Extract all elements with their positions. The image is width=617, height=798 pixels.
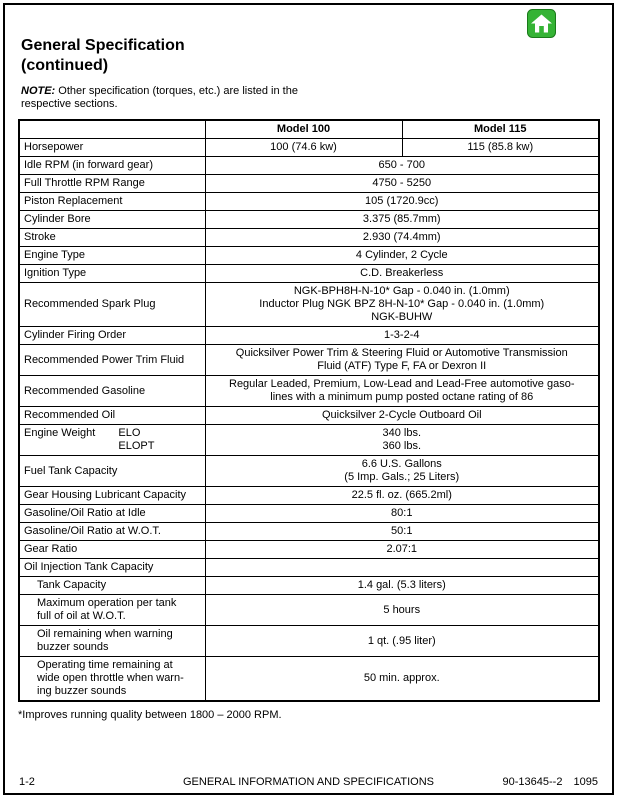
page-footer: [19, 776, 598, 789]
page-title: [21, 36, 600, 76]
spec-row: [19, 559, 599, 577]
spec-row: [19, 247, 599, 265]
value-line: NGK-BPH8H-N-10* Gap - 0.040 in. (1.0mm): [293, 285, 510, 297]
spec-value-cell: [205, 456, 599, 487]
spec-row: [19, 283, 599, 327]
spec-value-cell: [205, 327, 599, 345]
label-line: Maximum operation per tank: [37, 597, 177, 609]
spec-row: [19, 229, 599, 247]
label-with-sublabels: [24, 427, 201, 453]
home-button[interactable]: [527, 9, 556, 38]
spec-label-cell: [19, 456, 205, 487]
spec-value-cell: [205, 211, 599, 229]
footer-page-number: 1-2: [19, 776, 35, 788]
spec-row: [19, 193, 599, 211]
spec-label-cell: [19, 193, 205, 211]
spec-value-cell: [205, 595, 599, 626]
value-line: 2.930 (74.4mm): [362, 231, 441, 243]
spec-row: [19, 657, 599, 702]
label-line: Gasoline/Oil Ratio at Idle: [24, 507, 146, 519]
spec-row: [19, 456, 599, 487]
value-line: (5 Imp. Gals.; 25 Liters): [344, 471, 460, 483]
spec-row: [19, 541, 599, 559]
label-line: Recommended Gasoline: [24, 384, 146, 397]
spec-value-cell: [205, 193, 599, 211]
spec-row: [19, 505, 599, 523]
spec-label-cell: [19, 211, 205, 229]
value-line: NGK-BUHW: [371, 311, 433, 323]
spec-row: [19, 139, 599, 157]
label-line: Gasoline/Oil Ratio at W.O.T.: [24, 525, 161, 537]
spec-row: [19, 327, 599, 345]
spec-label-cell: [19, 157, 205, 175]
spec-value-cell: [205, 376, 599, 407]
footnote: *Improves running quality between 1800 – 2000 RPM.: [18, 709, 282, 721]
spec-table: [18, 119, 600, 702]
value-line: 3.375 (85.7mm): [362, 213, 441, 225]
label-line: Gear Housing Lubricant Capacity: [24, 489, 187, 501]
spec-value-cell: [205, 229, 599, 247]
note-label: NOTE:: [21, 85, 56, 97]
label-line: Gear Ratio: [24, 543, 78, 555]
spec-table-body: [19, 139, 599, 702]
spec-value-cell: [205, 175, 599, 193]
label-line: Oil Injection Tank Capacity: [24, 561, 154, 573]
spec-value-cell: [205, 283, 599, 327]
home-icon: [527, 9, 556, 38]
label-line: Recommended Oil: [24, 409, 116, 421]
spec-value-cell: 100 (74.6 kw): [205, 139, 402, 157]
spec-label-cell: [19, 541, 205, 559]
value-line: 340 lbs.: [382, 427, 422, 439]
footer-section-title: GENERAL INFORMATION AND SPECIFICATIONS: [183, 776, 434, 788]
value-line: 360 lbs.: [382, 440, 422, 452]
header-cell-model-115: Model 115: [402, 120, 599, 139]
sublabel: ELO: [118, 427, 141, 439]
spec-row: [19, 487, 599, 505]
value-line: 650 - 700: [378, 159, 425, 171]
label-line: Horsepower: [24, 141, 84, 153]
value-line: Quicksilver Power Trim & Steering Fluid or Automotive Transmission: [235, 347, 568, 359]
value-line: 1 qt. (.95 liter): [367, 634, 436, 647]
spec-row: [19, 626, 599, 657]
spec-value-cell: [205, 247, 599, 265]
label-line: Idle RPM (in forward gear): [24, 159, 153, 171]
label-line: wide open throttle when warn-: [37, 672, 184, 684]
spec-row: [19, 157, 599, 175]
value-line: 50:1: [391, 525, 413, 537]
spec-value-cell: [205, 559, 599, 577]
spec-label-cell: [19, 265, 205, 283]
spec-value-cell: [205, 407, 599, 425]
spec-label-cell: [19, 229, 205, 247]
value-line: 5 hours: [383, 603, 421, 616]
spec-label-cell: [19, 595, 205, 626]
manual-page: [3, 3, 614, 795]
spec-label-cell: [19, 139, 205, 157]
spec-value-cell: [205, 523, 599, 541]
label-line: Fuel Tank Capacity: [24, 464, 118, 477]
label-line: Recommended Power Trim Fluid: [24, 353, 185, 366]
value-line: 4750 - 5250: [372, 177, 432, 189]
label-line: Ignition Type: [24, 267, 87, 279]
footer-doc-id: [434, 776, 598, 789]
header-cell-model-100: Model 100: [205, 120, 402, 139]
spec-row: [19, 407, 599, 425]
spec-label-cell: [19, 523, 205, 541]
spec-label-cell: [19, 487, 205, 505]
spec-row: [19, 595, 599, 626]
label-line: Operating time remaining at: [37, 659, 173, 671]
spec-value-cell: [205, 345, 599, 376]
value-line: 80:1: [391, 507, 413, 519]
sublabel: ELOPT: [118, 440, 155, 452]
spec-value-cell: [205, 265, 599, 283]
page-title-line2: (continued): [21, 57, 109, 74]
note: [21, 85, 321, 111]
spec-value-cell: [205, 505, 599, 523]
spec-value-cell: [205, 626, 599, 657]
label-line: buzzer sounds: [37, 641, 109, 653]
value-line: 50 min. approx.: [363, 672, 440, 684]
value-line: 1-3-2-4: [384, 329, 420, 341]
value-line: Inductor Plug NGK BPZ 8H-N-10* Gap - 0.040 in. (1.0mm): [259, 298, 545, 310]
spec-value-cell: 115 (85.8 kw): [402, 139, 599, 157]
spec-label-cell: [19, 577, 205, 595]
footer-document-number: 90-13645--2: [502, 776, 563, 788]
sublabel-group: [118, 427, 154, 453]
spec-row: [19, 345, 599, 376]
value-line: lines with a minimum pump posted octane rating of 86: [270, 391, 534, 403]
value-line: Quicksilver 2-Cycle Outboard Oil: [321, 409, 482, 421]
spec-row: [19, 425, 599, 456]
spec-label-cell: [19, 376, 205, 407]
spec-label-cell: [19, 505, 205, 523]
label-line: Oil remaining when warning: [37, 628, 173, 640]
value-line: 22.5 fl. oz. (665.2ml): [351, 489, 452, 501]
label-line: Cylinder Firing Order: [24, 329, 127, 341]
spec-row: [19, 577, 599, 595]
spec-label-cell: [19, 425, 205, 456]
label-line: Tank Capacity: [37, 579, 107, 591]
value-line: 6.6 U.S. Gallons: [361, 458, 442, 470]
spec-row: [19, 211, 599, 229]
spec-label-cell: [19, 283, 205, 327]
spec-label-cell: [19, 327, 205, 345]
spec-value-cell: [205, 541, 599, 559]
spec-value-cell: [205, 157, 599, 175]
spec-row: [19, 376, 599, 407]
value-line: 2.07:1: [386, 543, 418, 555]
value-line: Regular Leaded, Premium, Low-Lead and Lead-Free automotive gaso-: [229, 378, 575, 390]
header-cell-blank: [19, 120, 205, 139]
value-line: Fluid (ATF) Type F, FA or Dexron II: [317, 360, 487, 372]
value-line: C.D. Breakerless: [360, 267, 444, 279]
note-text: Other specification (torques, etc.) are listed in the respective sections.: [21, 85, 298, 110]
label-line: Full Throttle RPM Range: [24, 177, 145, 189]
page-title-line1: General Specification: [21, 37, 185, 54]
spec-label-cell: [19, 657, 205, 702]
value-line: 1.4 gal. (5.3 liters): [357, 579, 446, 591]
spec-value-cell: [205, 577, 599, 595]
spec-label-cell: [19, 345, 205, 376]
spec-value-cell: [205, 425, 599, 456]
footer-date-code: 1095: [573, 776, 598, 788]
label-line: Engine Type: [24, 249, 85, 261]
spec-row: [19, 523, 599, 541]
label-line: Recommended Spark Plug: [24, 298, 156, 310]
spec-label-cell: [19, 407, 205, 425]
spec-value-cell: [205, 487, 599, 505]
spec-label-cell: [19, 559, 205, 577]
label-line: Stroke: [24, 231, 56, 243]
value-line: 4 Cylinder, 2 Cycle: [355, 249, 448, 261]
label-line: full of oil at W.O.T.: [37, 610, 126, 622]
value-line: 105 (1720.9cc): [365, 195, 439, 207]
label-line: Piston Replacement: [24, 195, 123, 207]
spec-label-cell: [19, 626, 205, 657]
spec-row: [19, 265, 599, 283]
label-line: Cylinder Bore: [24, 213, 91, 225]
spec-label-cell: [19, 247, 205, 265]
spec-header-row: [19, 120, 599, 139]
label-text: Engine Weight: [24, 427, 96, 439]
spec-label-cell: [19, 175, 205, 193]
spec-row: [19, 175, 599, 193]
spec-value-cell: [205, 657, 599, 702]
label-line: ing buzzer sounds: [37, 685, 127, 697]
